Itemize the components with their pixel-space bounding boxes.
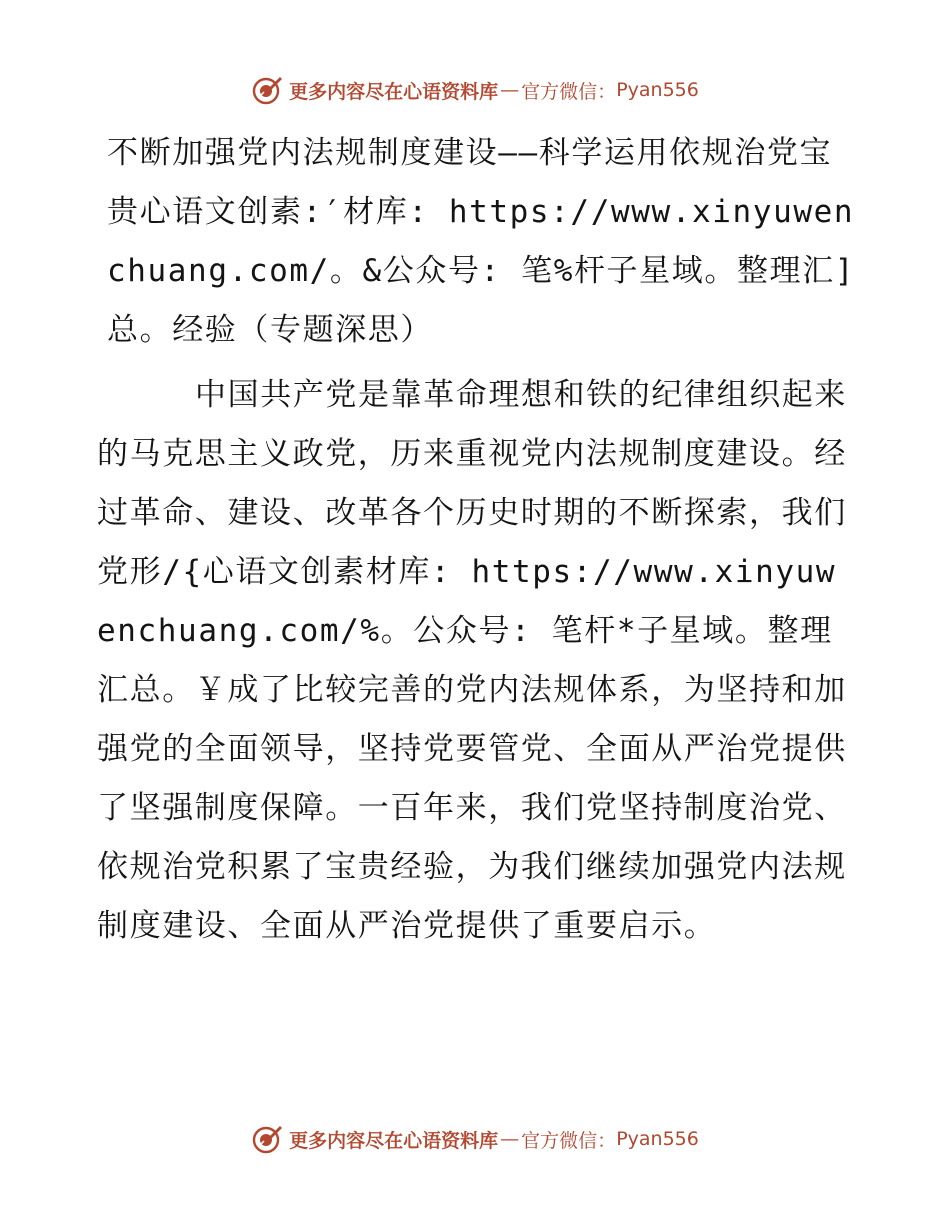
footer-wechat-label: 官方微信：: [521, 1129, 617, 1152]
header-wechat-id: Pyan556: [616, 79, 699, 101]
document-title: 不断加强党内法规制度建设——科学运用依规治党宝贵心语文创素:′材库: https://www.xinyuwenchuang.com/。&公众号: 笔%杆子星域。整理汇]总。经验（专题深思）: [107, 135, 856, 348]
header-dash: —: [500, 79, 520, 101]
pen-logo-icon: [251, 1123, 283, 1155]
header-site-text: 更多内容尽在心语资料库: [289, 80, 499, 103]
header-banner: [0, 70, 950, 110]
footer-banner: [0, 1119, 950, 1159]
footer-wechat-id: Pyan556: [616, 1128, 699, 1150]
footer-site-text: 更多内容尽在心语资料库: [289, 1129, 499, 1152]
document-paragraph: 中国共产党是靠革命理想和铁的纪律组织起来的马克思主义政党，历来重视党内法规制度建设。经过革命、建设、改革各个历史时期的不断探索，我们党形/{心语文创素材库: https://www.xinyuwenchuang.com/%。公众号: 笔杆*子星域。整理汇总。￥成了比较完善的党内法规体系，为坚持和加强党的全面领导，坚持党要管党、全面从严治党提供了坚强制度保障。一百年来，我们党坚持制度治党、依规治党积累了宝贵经验，为我们继续加强党内法规制度建设、全面从严治党提供了重要启示。: [97, 377, 847, 944]
footer-dash: —: [500, 1128, 520, 1150]
pen-logo-icon: [251, 74, 283, 106]
document-body: [97, 124, 855, 956]
header-wechat-label: 官方微信：: [521, 80, 617, 103]
